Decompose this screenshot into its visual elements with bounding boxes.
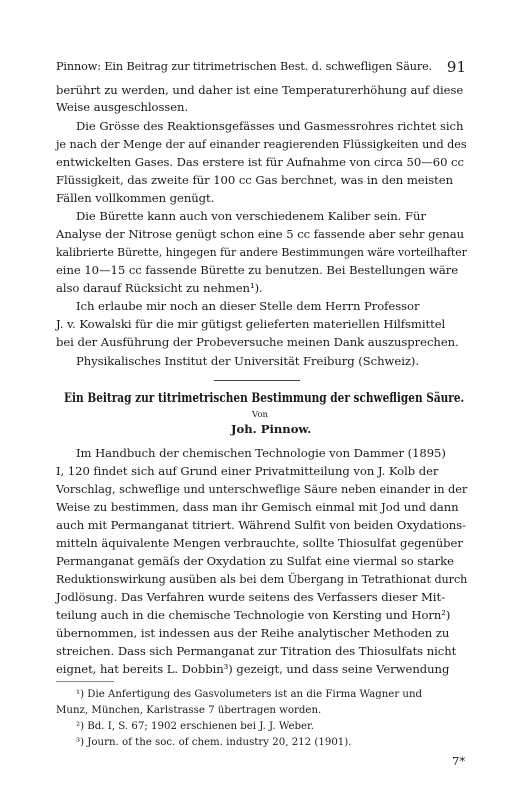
signature-mark: 7* [452, 754, 466, 768]
text-line: mitteln äquivalente Mengen verbrauchte, sollte Thiosulfat gegenüber [56, 536, 463, 550]
text-line: je nach der Menge der auf einander reagierenden Flüssigkeiten und des [56, 137, 467, 151]
text-line: Analyse der Nitrose genügt schon eine 5 cc fassende aber sehr genau [56, 227, 464, 241]
text-line: übernommen, ist indessen aus der Reihe analytischer Methoden zu [56, 626, 450, 640]
text-line: Vorschlag, schweflige und unterschweflige Säure neben einander in der [56, 482, 468, 496]
text-line: streichen. Dass sich Permanganat zur Titration des Thiosulfats nicht [56, 644, 457, 658]
footnote: ³) Journ. of the soc. of chem. industry 20, 212 (1901). [76, 737, 352, 748]
footnote: ²) Bd. I, S. 67; 1902 erschienen bei J. J. Weber. [76, 721, 315, 732]
text-line: Jodlösung. Das Verfahren wurde seitens des Verfassers dieser Mit- [56, 590, 445, 604]
text-line: Permanganat gemäſs der Oxydation zu Sulfat eine viermal so starke [56, 554, 454, 568]
footnote: Munz, München, Karlstrasse 7 übertragen worden. [56, 705, 322, 716]
running-title: Pinnow: Ein Beitrag zur titrimetrischen Best. d. schwefligen Säure. [56, 60, 433, 73]
text-line: bei der Ausführung der Probeversuche meinen Dank auszusprechen. [56, 335, 459, 349]
text-line: Flüssigkeit, das zweite für 100 cc Gas berchnet, was in den meisten [56, 173, 453, 187]
page-number: 91 [446, 58, 466, 76]
text-line: auch mit Permanganat titriert. Während Sulfit von beiden Oxydations- [56, 518, 466, 532]
footnote: ¹) Die Anfertigung des Gasvolumeters ist an die Firma Wagner und [76, 689, 423, 700]
article-author: Joh. Pinnow. [231, 422, 312, 436]
footnote-rule [56, 681, 114, 682]
text-line: Fällen vollkommen genügt. [56, 191, 215, 205]
text-line: I, 120 findet sich auf Grund einer Privatmitteilung von J. Kolb der [56, 464, 439, 478]
text-line: teilung auch in die chemische Technologie von Kersting und Horn²) [56, 608, 451, 622]
affiliation-line: Physikalisches Institut der Universität Freiburg (Schweiz). [76, 354, 420, 368]
text-line: Reduktionswirkung ausüben als bei dem Übergang in Tetrathionat durch [56, 572, 468, 586]
text-line: eignet, hat bereits L. Dobbin³) gezeigt, und dass seine Verwendung [56, 662, 450, 676]
article-title: Ein Beitrag zur titrimetrischen Bestimmung der schwefligen Säure. [64, 390, 465, 405]
byline-von: Von [252, 410, 268, 420]
text-line: Weise zu bestimmen, dass man ihr Gemisch einmal mit Jod und dann [56, 500, 459, 514]
text-line: Die Bürette kann auch von verschiedenem Kaliber sein. Für [76, 209, 426, 223]
text-line: J. v. Kowalski für die mir gütigst gelieferten materiellen Hilfsmittel [56, 317, 446, 331]
text-line: berührt zu werden, und daher ist eine Temperaturerhöhung auf diese [56, 83, 464, 97]
running-header [56, 58, 466, 74]
text-line: Die Grösse des Reaktionsgefässes und Gasmessrohres richtet sich [76, 119, 464, 133]
text-line: kalibrierte Bürette, hingegen für andere Bestimmungen wäre vorteilhafter [56, 245, 467, 259]
text-line: also darauf Rücksicht zu nehmen¹). [56, 281, 263, 295]
text-line: Im Handbuch der chemischen Technologie von Dammer (1895) [76, 446, 446, 460]
text-line: Ich erlaube mir noch an dieser Stelle dem Herrn Professor [76, 299, 420, 313]
text-line: entwickelten Gases. Das erstere ist für Aufnahme von circa 50—60 cc [56, 155, 464, 169]
section-divider [214, 380, 300, 381]
text-line: eine 10—15 cc fassende Bürette zu benutzen. Bei Bestellungen wäre [56, 263, 459, 277]
text-line: Weise ausgeschlossen. [56, 100, 189, 114]
